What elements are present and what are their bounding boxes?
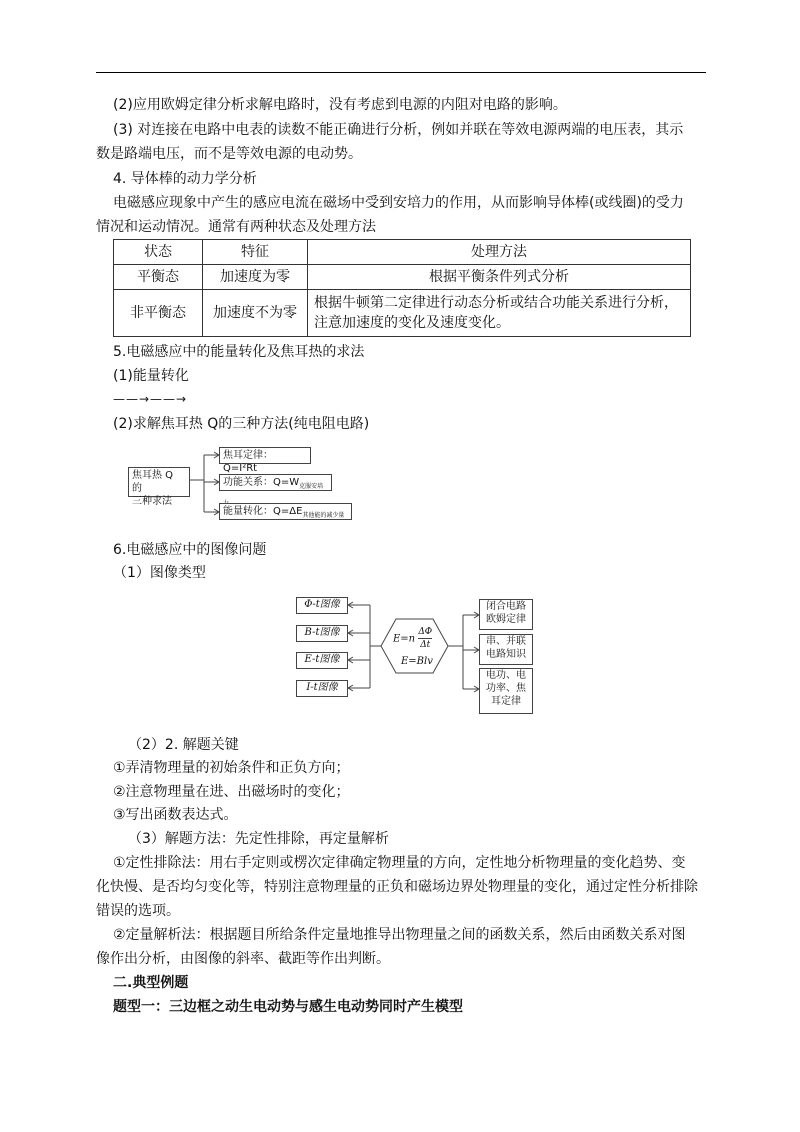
section-4-heading: 4. 导体棒的动力学分析: [113, 171, 257, 187]
work-energy-box: [219, 474, 332, 491]
qualitative-line-3: 错误的选项。: [96, 903, 180, 919]
work-energy-text: 功能关系：Q=W: [223, 477, 300, 488]
energy-conversion-label: (1)能量转化: [113, 368, 189, 384]
key-points-heading: （2）2. 解题关键: [128, 737, 239, 753]
graph-types-label: （1）图像类型: [113, 565, 206, 581]
emf-denominator: Δt: [420, 640, 431, 650]
section-5-heading: 5.电磁感应中的能量转化及焦耳热的求法: [113, 344, 365, 360]
key-point-2: ②注意物理量在进、出磁场时的变化；: [113, 784, 350, 800]
i-t-graph-label: I-t图像: [306, 682, 338, 693]
method-line-2: 注意加速度的变化及速度变化。: [314, 315, 510, 331]
key-point-1: ①弄清物理量的初始条件和正负方向；: [113, 760, 350, 776]
table-header-cell: 处理方法: [308, 240, 691, 265]
e-t-graph-label: E-t图像: [304, 654, 340, 665]
work-energy-subscript: 克服安培: [299, 483, 324, 490]
power-line-3: 耳定律: [491, 696, 521, 707]
table-cell: 平衡态: [114, 265, 203, 290]
energy-arrows: ——→——→: [113, 392, 188, 406]
paragraph-dynamics-1: 电磁感应现象中产生的感应电流在磁场中受到安培力的作用，从而影响导体棒(或线圈)的受力: [113, 195, 684, 211]
joule-heat-main-box: [128, 467, 190, 507]
power-line-1: 电功、电: [486, 670, 526, 681]
table-header-cell: 特征: [203, 240, 308, 265]
motional-emf-formula: E=Blv: [401, 656, 433, 667]
table-cell: 非平衡态: [114, 290, 203, 337]
joule-law-box: [219, 447, 311, 474]
power-line-2: 功率、焦: [486, 683, 526, 694]
section-6-heading: 6.电磁感应中的图像问题: [113, 542, 267, 558]
emf-formula-prefix: E=n: [393, 633, 416, 645]
problem-type-1-heading: 题型一：三边框之动生电动势与感生电动势同时产生模型: [113, 999, 463, 1015]
ohm-law-line-2: 欧姆定律: [486, 614, 526, 625]
phi-t-graph-box: [296, 597, 348, 614]
table-cell: 加速度不为零: [203, 290, 308, 337]
b-t-graph-box: [296, 625, 348, 642]
circuit-knowledge-box: [479, 634, 533, 665]
emf-formula: [393, 626, 432, 651]
paragraph-ohm: (2)应用欧姆定律分析求解电路时，没有考虑到电源的内阻对电路的影响。: [113, 97, 567, 113]
circuit-line-1: 串、并联: [486, 636, 526, 647]
circuit-line-2: 电路知识: [486, 649, 526, 660]
energy-conversion-text: 能量转化：Q=ΔE: [223, 506, 303, 517]
ohm-law-box: [479, 599, 533, 630]
joule-main-line-2: 三种求法: [132, 496, 172, 507]
phi-t-graph-label: Φ-t图像: [304, 599, 340, 610]
paragraph-dynamics-2: 情况和运动情况。通常有两种状态及处理方法: [96, 219, 376, 235]
paragraph-meter-1: (3) 对连接在电路中电表的读数不能正确进行分析，例如并联在等效电源两端的电压表，其示: [113, 122, 684, 138]
table-cell: 加速度为零: [203, 265, 308, 290]
qualitative-line-2: 化快慢、是否均匀变化等，特别注意物理量的正负和磁场边界处物理量的变化，通过定性分析排除: [96, 879, 698, 895]
joule-main-line-1: 焦耳热 Q 的: [132, 470, 174, 494]
section-2-heading: 二.典型例题: [113, 975, 189, 991]
methods-heading: （3）解题方法：先定性排除，再定量解析: [128, 831, 389, 847]
quantitative-line-1: ②定量解析法：根据题目所给条件定量地推导出物理量之间的函数关系，然后由函数关系对图: [113, 927, 686, 943]
quantitative-line-2: 像作出分析，由图像的斜率、截距等作出判断。: [96, 951, 390, 967]
emf-numerator: ΔΦ: [418, 627, 433, 637]
method-line-1: 根据牛顿第二定律进行动态分析或结合功能关系进行分析，: [314, 295, 678, 311]
i-t-graph-box: [296, 680, 348, 697]
joule-methods-label: (2)求解焦耳热 Q的三种方法(纯电阻电路): [113, 416, 370, 432]
table-header-cell: 状态: [114, 240, 203, 265]
qualitative-line-1: ①定性排除法：用右手定则或楞次定律确定物理量的方向，定性地分析物理量的变化趋势、变: [113, 855, 686, 871]
joule-law-text: 焦耳定律：Q=I²Rt: [223, 450, 273, 474]
b-t-graph-label: B-t图像: [304, 627, 340, 638]
power-joule-box: [479, 668, 533, 714]
emf-fraction: [418, 626, 432, 651]
energy-conversion-subscript: 其他能的减少量: [302, 512, 345, 519]
ohm-law-line-1: 闭合电路: [486, 601, 526, 612]
e-t-graph-box: [296, 652, 348, 669]
key-point-3: ③写出函数表达式。: [113, 807, 238, 823]
energy-conversion-box: [219, 503, 352, 520]
paragraph-meter-2: 数是路端电压，而不是等效电源的电动势。: [96, 146, 362, 162]
table-cell: 根据平衡条件列式分析: [308, 265, 691, 290]
